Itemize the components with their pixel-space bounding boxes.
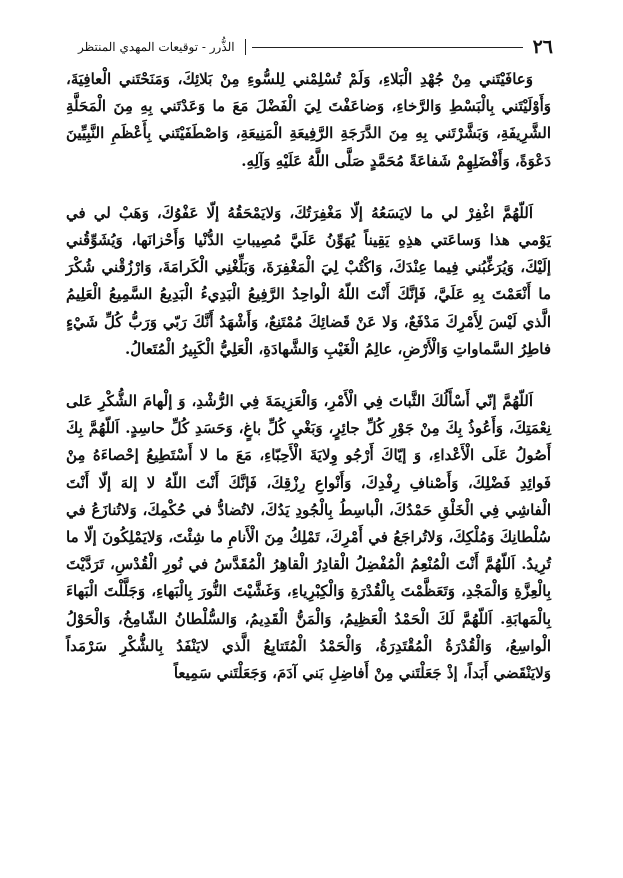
page-body xyxy=(66,66,551,712)
header-divider xyxy=(245,39,246,55)
running-title: الذُّرر - توقيعات المهدي المنتظر xyxy=(78,40,235,54)
header-rule xyxy=(252,47,523,48)
page-header xyxy=(78,36,553,58)
paragraph-3: اَللّهُمَّ إنّي أَسْأَلُكَ الثَّباتَ فِي الْأَمْرِ، وَالْعَزِيمَةَ فِي الرُّشْدِ، وَ إلْهامَ الشُّكْرِ عَلى نِعْمَتِكَ، وَأَعُوذُ بِكَ مِنْ جَوْرِ كُلِّ جائِرٍ، وَبَغْيِ كُلِّ باغٍ، وَحَسَدِ كُلِّ حاسِدٍ. اَللّهُمَّ بِكَ أَصُولُ عَلَى الْأَعْداءِ، وَ إيّاكَ أَرْجُو وِلايَةَ الْأَحِبّاءِ، مَعَ ما لا أَسْتَطِيعُ إحْصاءَهُ مِنْ فَوائِدِ فَضْلِكَ، وَأَصْنافِ رِفْدِكَ، وَأَنْواعِ رِزْقِكَ، فَإنَّكَ أَنْتَ اللّهُ لا إلهَ إلّا أَنْتَ الْفاشِي فِي الْخَلْقِ حَمْدُكَ، الْباسِطُ بِالْجُودِ يَدُكَ، لاتُضادُّ في حُكْمِكَ، وَلاتُنازَعُ في سُلْطانِكَ وَمُلْكِكَ، وَلاتُراجَعُ في أَمْرِكَ، تَمْلِكُ مِنَ الْأَنامِ ما شِئْتَ، وَلايَمْلِكُونَ إلّا ما تُرِيدُ. اَللّهُمَّ أَنْتَ الْمُنْعِمُ الْمُفْضِلُ الْقادِرُ الْقاهِرُ الْمُقَدَّسُ في نُورِ الْقُدْسِ، تَرَدَّيْتَ بِالْعِزَّةِ وَالْمَجْدِ، وَتَعَظَّمْتَ بِالْقُدْرَةِ وَالْكِبْرِياءِ، وَغَشَّيْتَ النُّورَ بِالْبَهاءِ، وَجَلَّلْتَ الْبَهاءَ بِالْمَهابَةِ. اَللّهُمَّ لَكَ الْحَمْدُ الْعَظِيمُ، وَالْمَنُّ الْقَدِيمُ، وَالسُّلْطانُ الشّامِخُ، وَالْحَوْلُ الْواسِعُ، وَالْقُدْرَةُ الْمُقْتَدِرَةُ، وَالْحَمْدُ الْمُتَتابِعُ الَّذي لايَنْفَدُ بِالشُّكْرِ سَرْمَداً وَلايَنْقَضي أَبَداً، إذْ جَعَلْتَني مِنْ أَفاضِلِ بَني آدَمَ، وَجَعَلْتَني سَمِيعاً xyxy=(66,392,551,683)
page-number: ٢٦ xyxy=(532,36,553,58)
paragraph-1: وَعافَيْتَني مِنْ جُهْدِ الْبَلاءِ، وَلَمْ تُسْلِمْني لِلسُّوءِ مِنْ بَلائِكَ، وَمَنَحْتَني الْعافِيَةَ، وَأَوْلَيْتَني بِالْبَسْطِ وَالرَّخاءِ، وَضاعَفْتَ لِيَ الْفَضْلَ مَعَ ما وَعَدْتَني بِهِ مِنَ الْمَحَلَّةِ الشَّرِيفَةِ، وَبَشَّرْتَني بِهِ مِنَ الدَّرَجَةِ الرَّفِيعَةِ الْمَنِيعَةِ، وَاصْطَفَيْتَني بِأَعْظَمِ النَّبِيِّينَ دَعْوَةً، وَأَفْضَلِهِمْ شَفاعَةً مُحَمَّدٍ صَلَّى اللَّهُ عَلَيْهِ وَآلِهِ. xyxy=(66,70,551,170)
paragraph-2: اَللّهُمَّ اغْفِرْ لي ما لايَسَعُهُ إلّا مَغْفِرَتُكَ، وَلايَمْحَقُهُ إلّا عَفْوُكَ، وَهَبْ لي في يَوْمي هذا وَساعَتي هذِهِ يَقِيناً يُهَوِّنُ عَلَيَّ مُصِيباتِ الدُّنْيا وَأَحْزانَها، وَيُشَوِّقُني إلَيْكَ، وَيُرَغِّبُني فِيما عِنْدَكَ، وَاكْتُبْ لِيَ الْمَغْفِرَةَ، وَبَلِّغْنِي الْكَرامَةَ، وَارْزُقْني شُكْرَ ما أَنْعَمْتَ بِهِ عَلَيَّ، فَإنَّكَ أَنْتَ اللّهُ الْواحِدُ الرَّفِيعُ الْبَدِيءُ الْبَدِيعُ السَّمِيعُ الْعَلِيمُ الَّذي لَيْسَ لِأَمْرِكَ مَدْفَعٌ، وَلا عَنْ قَضائِكَ مُمْتَنِعٌ، وَأَشْهَدُ أَنَّكَ رَبّي وَرَبُّ كُلِّ شَيْءٍ فاطِرُ السَّماواتِ وَالْأَرْضِ، عالِمُ الْغَيْبِ وَالشَّهادَةِ، الْعَلِيُّ الْكَبِيرُ الْمُتَعالُ. xyxy=(66,203,551,358)
